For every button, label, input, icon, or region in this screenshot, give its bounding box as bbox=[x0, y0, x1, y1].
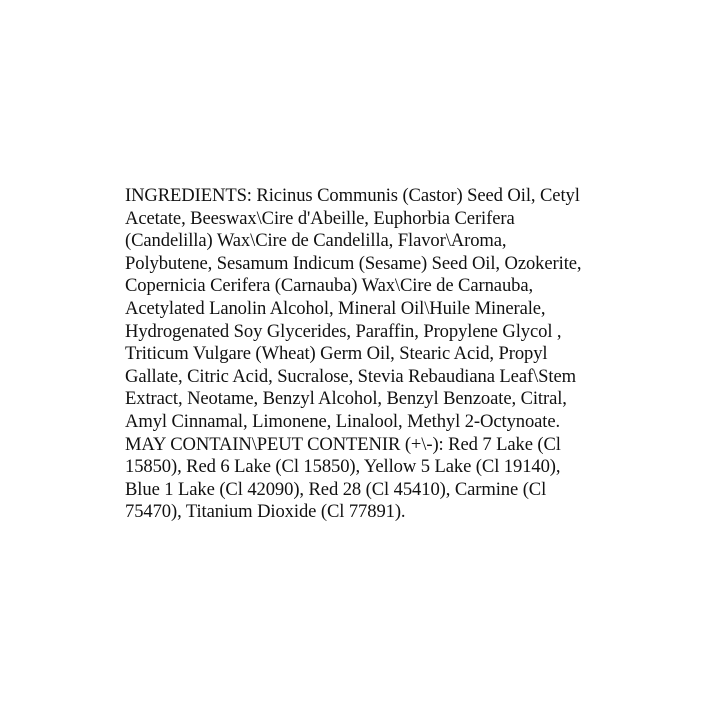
ingredients-line: 15850), Red 6 Lake (Cl 15850), Yellow 5 Lake (Cl 19140), bbox=[125, 456, 561, 478]
ingredients-line: Triticum Vulgare (Wheat) Germ Oil, Stearic Acid, Propyl bbox=[125, 343, 548, 365]
ingredients-line: Polybutene, Sesamum Indicum (Sesame) Seed Oil, Ozokerite, bbox=[125, 252, 582, 274]
ingredients-line: INGREDIENTS: Ricinus Communis (Castor) Seed Oil, Cetyl bbox=[125, 185, 580, 206]
ingredients-line: Extract, Neotame, Benzyl Alcohol, Benzyl Benzoate, Citral, bbox=[125, 388, 567, 410]
ingredients-line: Amyl Cinnamal, Limonene, Linalool, Methyl 2-Octynoate. bbox=[125, 410, 561, 432]
ingredients-line: Copernicia Cerifera (Carnauba) Wax\Cire de Carnauba, bbox=[125, 275, 534, 297]
ingredients-line: Blue 1 Lake (Cl 42090), Red 28 (Cl 45410), Carmine (Cl bbox=[125, 478, 547, 500]
ingredients-line: 75470), Titanium Dioxide (Cl 77891). bbox=[125, 501, 406, 523]
ingredients-text bbox=[125, 185, 705, 524]
ingredients-line: MAY CONTAIN\PEUT CONTENIR (+\-): Red 7 Lake (Cl bbox=[125, 433, 561, 455]
ingredients-line: Acetate, Beeswax\Cire d'Abeille, Euphorbia Cerifera bbox=[125, 207, 515, 229]
ingredients-line: Hydrogenated Soy Glycerides, Paraffin, Propylene Glycol , bbox=[125, 320, 562, 342]
ingredients-line: Gallate, Citric Acid, Sucralose, Stevia Rebaudiana Leaf\Stem bbox=[125, 365, 576, 387]
ingredients-line: (Candelilla) Wax\Cire de Candelilla, Flavor\Aroma, bbox=[125, 230, 507, 252]
ingredients-line: Acetylated Lanolin Alcohol, Mineral Oil\Huile Minerale, bbox=[125, 297, 546, 319]
